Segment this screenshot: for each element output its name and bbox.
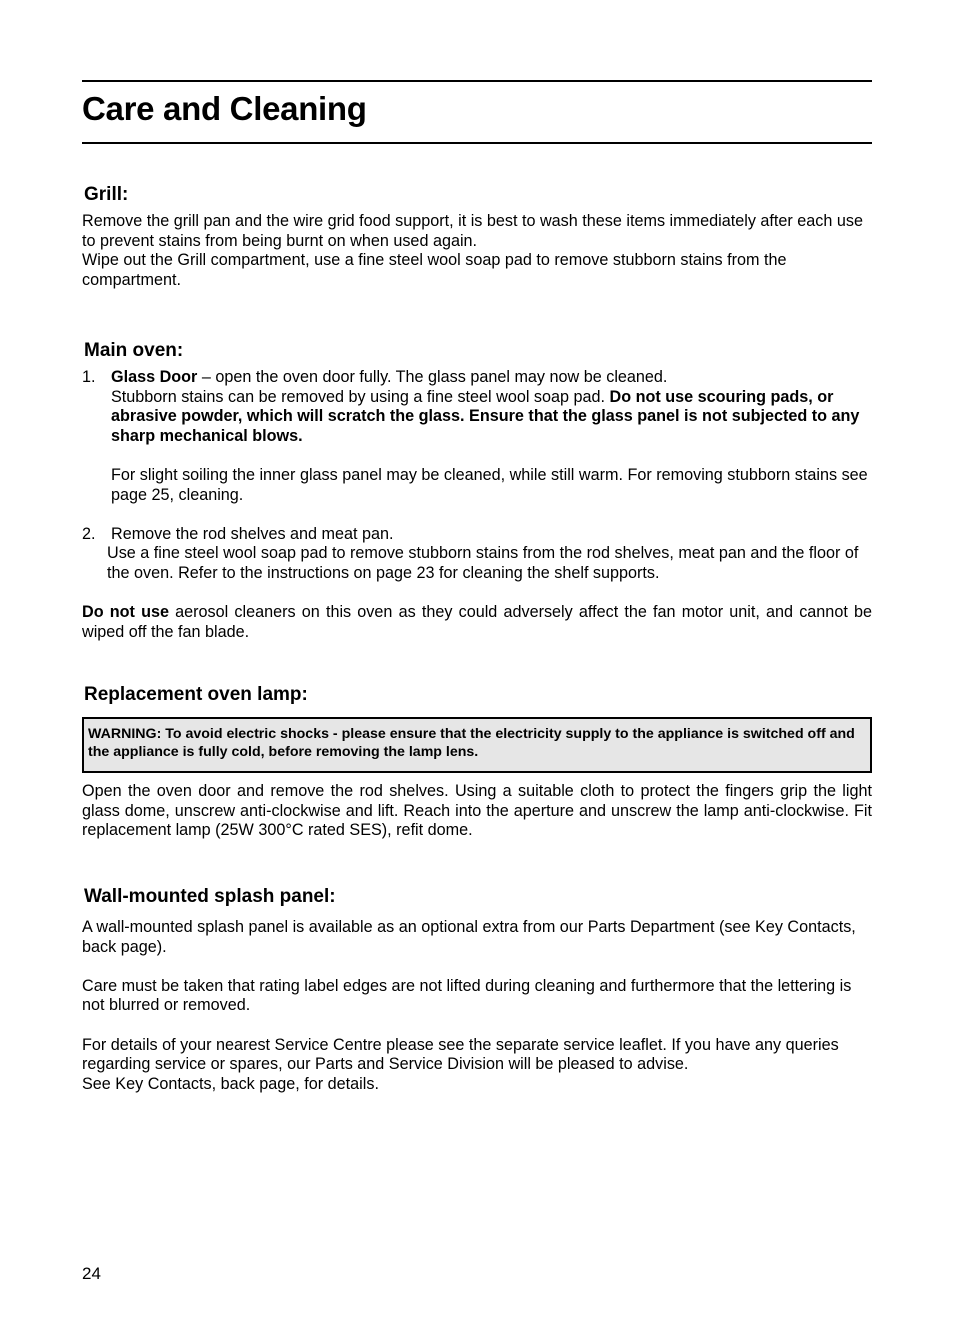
splash-paragraph-2: Care must be taken that rating label edges are not lifted during cleaning and furthermore that the lettering is not blurred or removed. [82,976,852,1015]
main-oven-heading: Main oven: [84,340,184,361]
top-rule [82,80,872,82]
page-title: Care and Cleaning [82,90,367,127]
glass-door-text: – open the oven door fully. The glass panel may now be cleaned. [197,368,668,386]
item-number: 1. [82,368,96,386]
rod-shelves-text: Remove the rod shelves and meat pan. [111,524,394,543]
grill-paragraph-2: Wipe out the Grill compartment, use a fine steel wool soap pad to remove stubborn stains from the compartment. [82,251,787,289]
glass-warning-text: Do not use scouring pads, or abrasive powder, which will scratch the glass. Ensure that the glass panel is not subjected to any sharp mechanical blows. [111,387,860,445]
list-item [82,525,872,545]
rod-shelves-cleaning-text: Use a fine steel wool soap pad to remove stubborn stains from the rod shelves, meat pan and the floor of the oven. Refer to the instructions on page 23 for cleaning the shelf supports. [107,544,859,582]
title-bottom-rule [82,142,872,144]
splash-paragraph-3: For details of your nearest Service Centre please see the separate service leaflet. If you have any queries regarding service or spares, our Parts and Service Division will be pleased to advise. [82,1035,839,1074]
aerosol-caution [82,603,872,642]
lamp-instructions: Open the oven door and remove the rod shelves. Using a suitable cloth to protect the fingers grip the light glass dome, unscrew anti-clockwise and lift. Reach into the aperture and unscrew the lamp anti-clockwise. Fit replacement lamp (25W 300°C rated SES), refit dome. [82,782,872,840]
item-number: 2. [82,524,96,543]
list-item [82,368,872,505]
glass-door-label: Glass Door [111,368,198,386]
caution-bold: Do not use [82,603,169,622]
splash-paragraph-4: See Key Contacts, back page, for details. [82,1074,379,1093]
glass-note-text: For slight soiling the inner glass panel may be cleaned, while still warm. For removing stubborn stains see page 25, cleaning. [111,465,868,504]
caution-text: aerosol cleaners on this oven as they could adversely affect the fan motor unit, and cannot be wiped off the fan blade. [82,603,872,641]
lamp-section [82,684,872,841]
main-oven-list [82,368,872,544]
splash-section [82,886,872,1094]
page-number: 24 [82,1264,101,1283]
stubborn-stains-text: Stubborn stains can be removed by using a fine steel wool soap pad. [111,387,610,406]
splash-heading: Wall-mounted splash panel: [84,886,336,907]
grill-heading: Grill: [84,184,129,205]
lamp-heading: Replacement oven lamp: [84,684,308,705]
main-oven-section [82,340,872,642]
warning-box: WARNING: To avoid electric shocks - please ensure that the electricity supply to the appliance is switched off and the appliance is fully cold, before removing the lamp lens. [82,717,872,773]
grill-paragraph-1: Remove the grill pan and the wire grid food support, it is best to wash these items immediately after each use to prevent stains from being burnt on when used again. [82,212,863,250]
grill-section [82,184,872,290]
splash-paragraph-1: A wall-mounted splash panel is available as an optional extra from our Parts Department (see Key Contacts, back page). [82,918,856,956]
